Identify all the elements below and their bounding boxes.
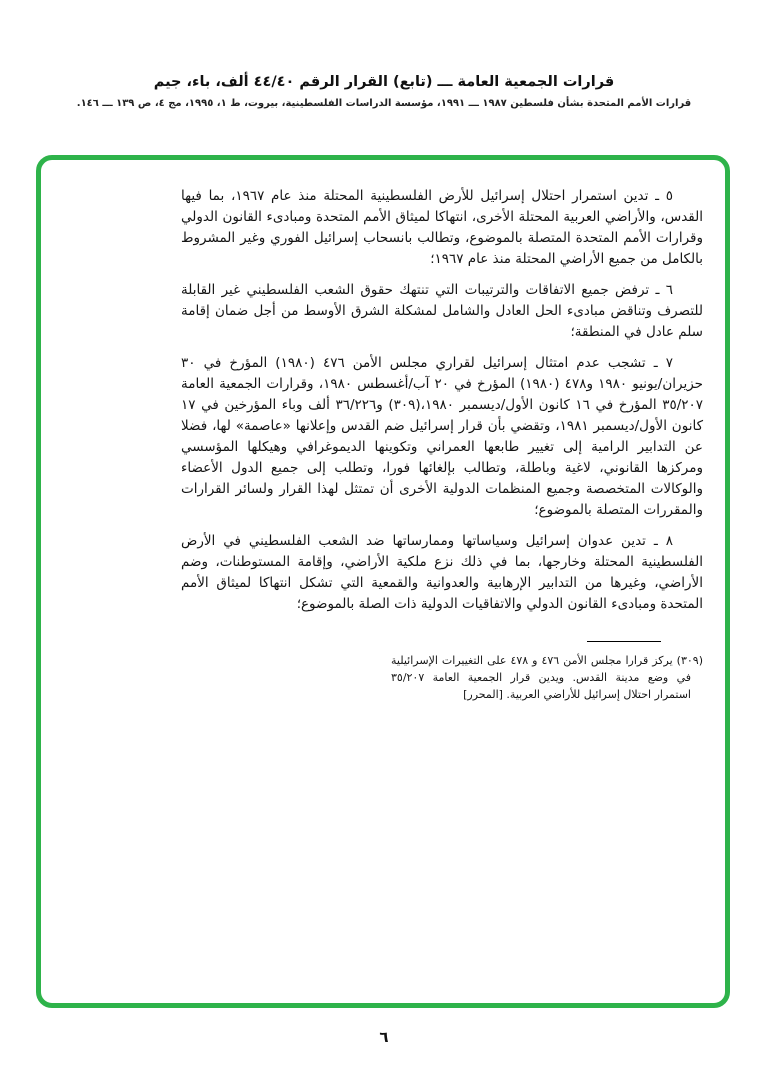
header-source-line: قرارات الأمم المتحدة بشأن فلسطين ١٩٨٧ ـــ ١٩٩١، مؤسسة الدراسات الفلسطينية، بيروت، ط ١، ١٩٩٥، مج ٤، ص ١٣٩ ـــ ١٤٦. — [76, 98, 692, 109]
page-number: ٦ — [379, 1028, 389, 1046]
paragraph-5: ٥ ـ تدين استمرار احتلال إسرائيل للأرض الفلسطينية المحتلة منذ عام ١٩٦٧، بما فيها القدس، والأراضي العربية المحتلة الأخرى، انتهاكا لميثاق الأمم المتحدة ومبادىء القانون الدولي وقرارات الأمم المتحدة المتصلة بالموضوع، وتطالب بانسحاب إسرائيل الفوري وغير المشروط بالكامل من جميع الأراضي المحتلة منذ عام ١٩٦٧؛ — [181, 188, 703, 267]
footnote-separator-rule — [587, 641, 661, 642]
page-header — [0, 74, 768, 109]
header-title: قرارات الجمعية العامة ـــ (تابع) القرار الرقم ٤٤/٤٠ ألف، باء، جيم — [153, 74, 615, 90]
body-text-column — [181, 186, 703, 703]
paragraph-7: ٧ ـ تشجب عدم امتثال إسرائيل لقراري مجلس الأمن ٤٧٦ (١٩٨٠) المؤرخ في ٣٠ حزيران/يونيو ١٩٨٠ و٤٧٨ (١٩٨٠) المؤرخ في ٢٠ آب/أغسطس ١٩٨٠، وقرارات الجمعية العامة ٣٥/٢٠٧ المؤرخ في ١٦ كانون الأول/ديسمبر ١٩٨٠،(٣٠٩) و٣٦/٢٢٦ ألف وباء المؤرخين في ١٧ كانون الأول/ديسمبر ١٩٨١، وتقضي بأن قرار إسرائيل ضم القدس وإعلانها «عاصمة» لها، فضلا عن التدابير الرامية إلى تغيير طابعها العمراني وتكوينها الديموغرافي وهيكلها المؤسسي ومركزها القانوني، لاغية وباطلة، وتطالب بإلغائها فورا، وتطلب إلى جميع الدول الأعضاء والوكالات المتخصصة وجميع المنظمات الدولية الأخرى أن تمتثل لهذا القرار ولسائر القرارات والمقررات المتصلة بالموضوع؛ — [181, 355, 704, 518]
paragraph-6: ٦ ـ ترفض جميع الاتفاقات والترتيبات التي تنتهك حقوق الشعب الفلسطيني غير القابلة للتصرف وتناقض مبادىء الحل العادل والشامل لمشكلة الشرق الأوسط من أجل ضمان إقامة سلم عادل في المنطقة؛ — [181, 282, 703, 340]
paragraph-8: ٨ ـ تدين عدوان إسرائيل وسياساتها وممارساتها ضد الشعب الفلسطيني في الأرض الفلسطينية المحتلة وخارجها، بما في ذلك نزع ملكية الأراضي، وإقامة المستوطنات، وضم الأراضي، وغيرها من التدابير الإرهابية والعدوانية والقمعية التي تشكل انتهاكا لميثاق الأمم المتحدة ومبادىء القانون الدولي والاتفاقيات الدولية ذات الصلة بالموضوع؛ — [181, 533, 703, 612]
footnote-309: (٣٠٩) يركز قرارا مجلس الأمن ٤٧٦ و ٤٧٨ على التغييرات الإسرائيلية في وضع مدينة القدس. ويدين قرار الجمعية العامة ٣٥/٢٠٧ استمرار احتلال إسرائيل للأراضي العربية. [المحرر] — [391, 654, 703, 701]
green-highlight-frame — [36, 155, 730, 1008]
